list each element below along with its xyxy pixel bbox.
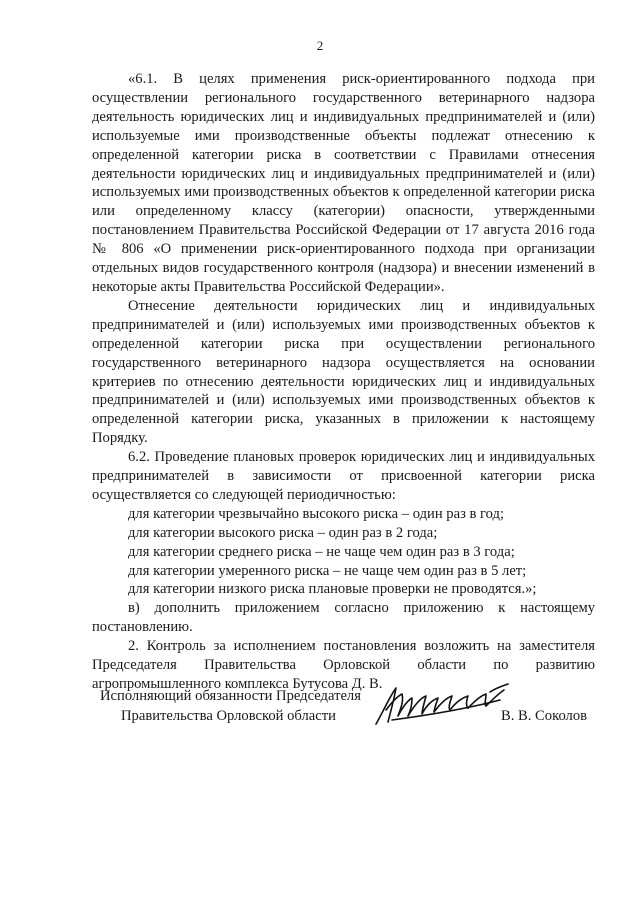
paragraph-6-2: 6.2. Проведение плановых проверок юридических лиц и индивидуальных предпринимателей в зависимости от присвоенной категории риска осуществляется со следующей периодичностью:: [92, 449, 595, 503]
signature-block: [0, 686, 640, 746]
paragraph-supplement: в) дополнить приложением согласно приложению к настоящему постановлению.: [92, 600, 595, 636]
frequency-item: для категории низкого риска плановые проверки не проводятся.»;: [128, 581, 537, 598]
frequency-item: для категории умеренного риска – не чаще чем один раз в 5 лет;: [128, 562, 527, 579]
signer-name: В. В. Соколов: [501, 708, 588, 724]
frequency-item: для категории среднего риска – не чаще чем один раз в 3 года;: [128, 543, 515, 560]
paragraph-risk-assignment: Отнесение деятельности юридических лиц и индивидуальных предпринимателей и (или) используемых ими производственных объектов к определенной категории риска при осуществлении регионального государственного ветеринарного надзора осуществляется на основании критериев по отнесению деятельности юридических лиц и индивидуальных предпринимателей и (или) используемых ими производственных объектов к определенной категории риска, указанных в приложении к настоящему Порядку.: [92, 297, 595, 447]
handwritten-signature: [372, 680, 512, 726]
page-number: 2: [316, 38, 324, 53]
paragraph-control: 2. Контроль за исполнением постановления возложить на заместителя Председателя Правительства Орловской области по развитию агропромышленного комплекса Бутусова Д. В.: [92, 638, 595, 692]
frequency-item: для категории чрезвычайно высокого риска – один раз в год;: [128, 505, 504, 522]
signer-title-line-2: Правительства Орловской области: [121, 708, 336, 724]
frequency-item: для категории высокого риска – один раз в 2 года;: [128, 524, 438, 541]
signer-title-line-1: Исполняющий обязанности Председателя: [100, 688, 361, 704]
paragraph-6-1: «6.1. В целях применения риск-ориентированного подхода при осуществлении регионального государственного ветеринарного надзора деятельность юридических лиц и индивидуальных предпринимателей и (или) используемые ими производственные объекты подлежат отнесению к определенной категории риска в соответствии с Правилами отнесения деятельности юридических лиц и индивидуальных предпринимателей и (или) используемых ими производственных объектов к определенной категории риска или определенному классу (категории) опасности, утвержденными постановлением Правительства Российской Федерации от 17 августа 2016 года № 806 «О применении риск-ориентированного подхода при организации отдельных видов государственного контроля (надзора) и внесении изменений в некоторые акты Правительства Российской Федерации».: [92, 71, 595, 295]
document-body: [92, 70, 595, 694]
